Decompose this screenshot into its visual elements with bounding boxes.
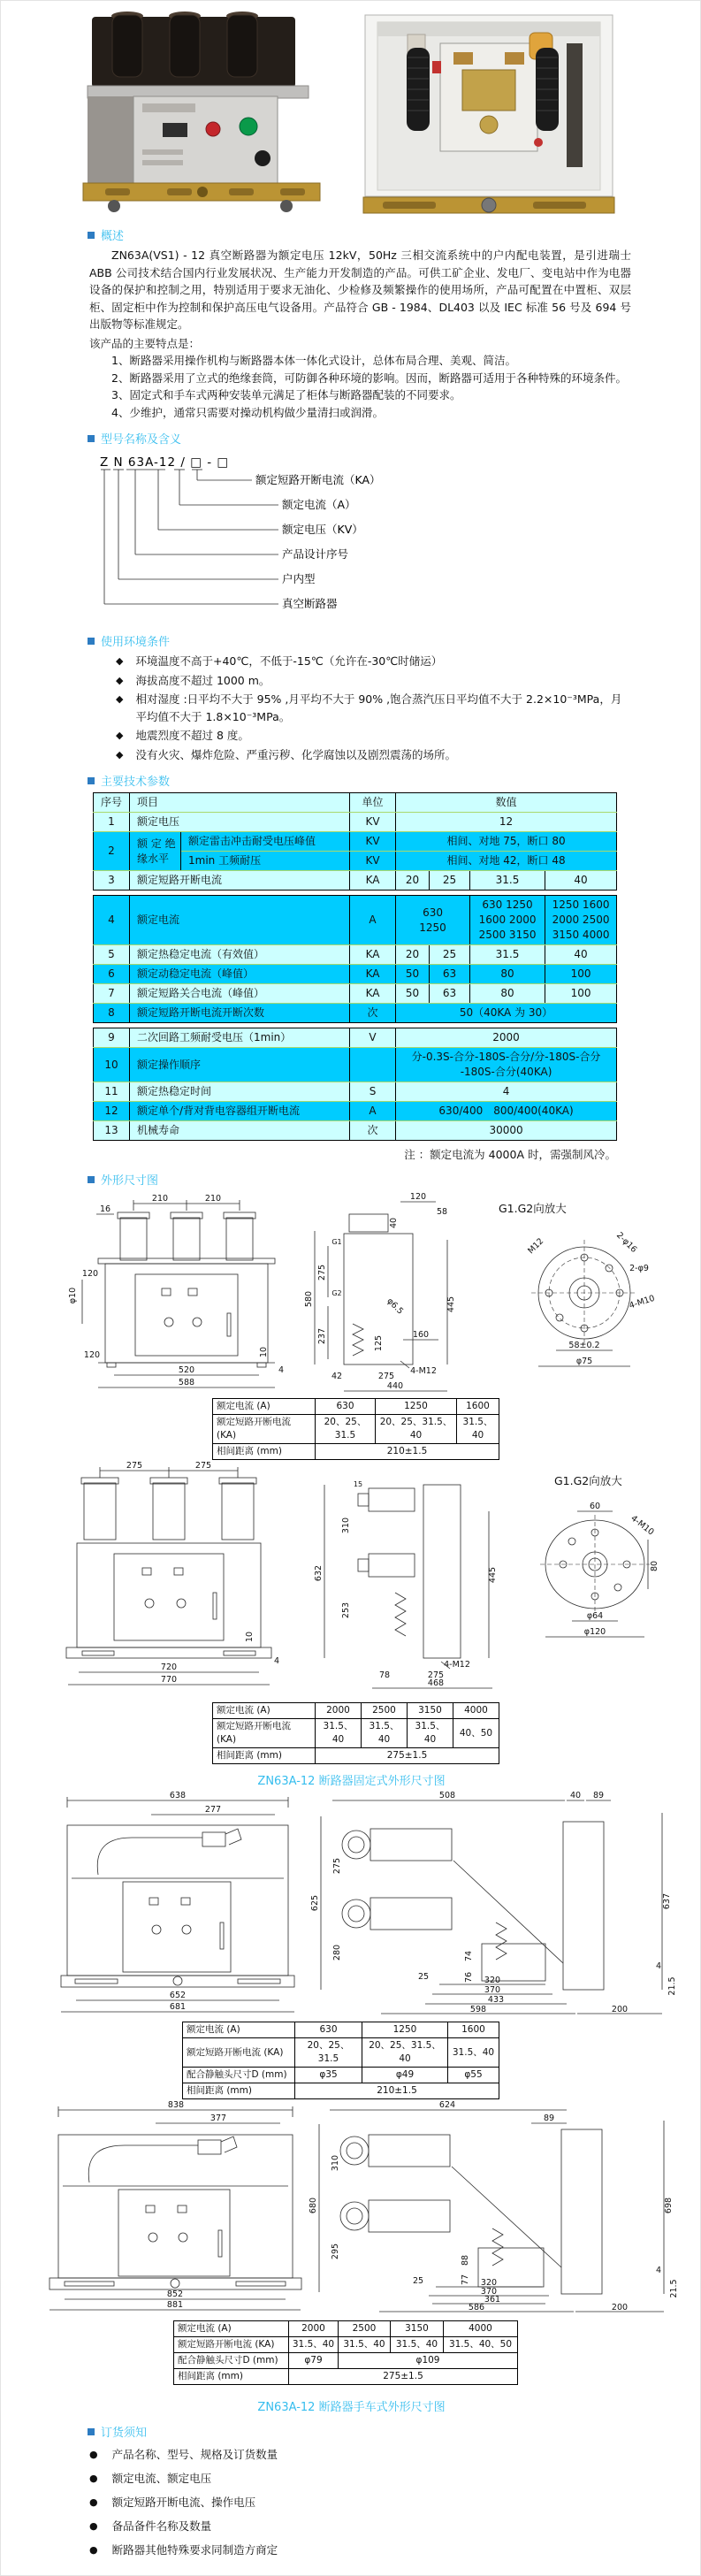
table-row: 5 额定热稳定电流（有效值） KA 20 25 31.5 40	[94, 945, 617, 965]
env-item	[116, 727, 631, 745]
section-title: 订货须知	[101, 2427, 148, 2440]
dot-bullet-icon: ●	[89, 2473, 98, 2484]
square-bullet-icon	[88, 638, 95, 645]
diamond-bullet-icon: ◆	[116, 693, 124, 705]
svg-text:508: 508	[438, 1791, 456, 1800]
dot-bullet-icon: ●	[89, 2520, 98, 2532]
model-code: Z N 63A-12 / □ - □	[100, 455, 230, 470]
svg-text:21.5: 21.5	[667, 1976, 677, 1996]
svg-text:280: 280	[332, 1944, 342, 1961]
svg-text:638: 638	[169, 1791, 187, 1800]
svg-text:586: 586	[468, 2303, 485, 2312]
section-parameters	[88, 772, 701, 789]
ordering-text: 备品备件名称及数量	[111, 2519, 212, 2533]
svg-text:770: 770	[160, 1675, 178, 1685]
env-item	[116, 746, 631, 764]
env-item	[116, 653, 631, 670]
svg-text:60: 60	[589, 1502, 601, 1511]
svg-text:25: 25	[417, 1972, 430, 1982]
svg-text:237: 237	[317, 1327, 327, 1345]
svg-text:624: 624	[438, 2100, 456, 2110]
svg-text:4-M10: 4-M10	[629, 1513, 656, 1538]
svg-text:881: 881	[166, 2300, 184, 2310]
svg-text:φ75: φ75	[575, 1357, 593, 1366]
col-header: 数值	[396, 793, 617, 813]
photo-breaker-rear	[363, 15, 614, 213]
svg-text:210: 210	[151, 1194, 169, 1204]
col-header: 单位	[350, 793, 396, 813]
detail-view-title: G1.G2向放大	[499, 1202, 567, 1215]
table-row: 4 额定电流 A 630 1250 630 1250 1600 2000 2500 3150 1250 1600 2000 2500 3150 4000	[94, 896, 617, 945]
drawing-fixed-large	[1, 1460, 701, 1699]
ordering-text: 额定短路开断电流、操作电压	[111, 2496, 256, 2509]
product-photos	[1, 1, 701, 218]
svg-text:58: 58	[436, 1207, 448, 1217]
env-text: 环境温度不高于+40℃，不低于-15℃（允许在-30℃时储运）	[135, 654, 443, 668]
model-label: 产品设计序号	[282, 547, 349, 561]
ordering-text: 断路器其他特殊要求同制造方商定	[111, 2543, 278, 2557]
svg-text:320: 320	[480, 2278, 498, 2288]
dim-table-2: 额定电流 (A) 2000 2500 3150 4000 额定短路开断电流 (KA) 31.5、40 31.5、40 31.5、40 40、50 相间距离 (mm) 275±1.5	[212, 1702, 499, 1764]
table-row: 13 机械寿命 次 30000	[94, 1121, 617, 1141]
dim-table-3: 额定电流 (A) 630 1250 1600 额定短路开断电流 (KA) 20、25、31.5 20、25、31.5、40 31.5、40 配合静触头尺寸D (mm) φ35 φ49 φ55 相间距离 (mm) 210±1.5	[182, 2022, 499, 2099]
diamond-bullet-icon: ◆	[116, 655, 124, 667]
table-row: 7 额定短路关合电流（峰值） KA 50 63 80 100	[94, 984, 617, 1004]
photo-breaker-front	[83, 11, 320, 212]
square-bullet-icon	[88, 2428, 95, 2435]
parameters-table-part1	[93, 792, 617, 891]
svg-text:680: 680	[309, 2197, 318, 2214]
svg-text:852: 852	[166, 2289, 184, 2299]
diamond-bullet-icon: ◆	[116, 748, 124, 761]
svg-text:4-M12: 4-M12	[444, 1660, 470, 1670]
model-label: 额定电压（KV）	[282, 523, 363, 536]
caption-fixed-type: ZN63A-12 断路器固定式外形尺寸图	[257, 1775, 446, 1788]
table-row: 6 额定动稳定电流（峰值） KA 50 63 80 100	[94, 965, 617, 984]
diamond-bullet-icon: ◆	[116, 674, 124, 686]
model-label: 额定短路开断电流（KA）	[255, 473, 381, 486]
section-title: 主要技术参数	[101, 776, 171, 789]
ordering-text: 产品名称、型号、规格及订货数量	[111, 2448, 278, 2461]
square-bullet-icon	[88, 1176, 95, 1183]
svg-text:M12: M12	[526, 1236, 546, 1257]
table-row: 2 额 定 绝 缘水平 额定雷击冲击耐受电压峰值 KV 相间、对地 75，断口 80	[94, 832, 617, 852]
col-header: 项目	[130, 793, 350, 813]
svg-text:4: 4	[655, 2266, 662, 2275]
table-row: 9 二次回路工频耐受电压（1min） V 2000	[94, 1028, 617, 1048]
svg-text:320: 320	[484, 1976, 501, 1985]
svg-text:275: 275	[427, 1670, 445, 1680]
table-row: 8 额定短路开断电流开断次数 次 50（40KA 为 30）	[94, 1004, 617, 1023]
svg-text:637: 637	[662, 1892, 672, 1910]
svg-text:74: 74	[464, 1950, 474, 1962]
svg-text:40: 40	[569, 1791, 582, 1800]
svg-text:433: 433	[487, 1995, 505, 2005]
svg-text:10: 10	[259, 1346, 269, 1358]
svg-text:275: 275	[126, 1461, 143, 1471]
model-label: 额定电流（A）	[282, 498, 356, 511]
square-bullet-icon	[88, 777, 95, 784]
svg-text:120: 120	[83, 1350, 101, 1360]
feature-item: 2、断路器采用了立式的绝缘套筒，可防御各种环境的影响。因而，断路器可适用于各种特殊的环境条件。	[111, 371, 627, 385]
model-labels	[255, 473, 381, 610]
svg-text:φ64: φ64	[586, 1611, 604, 1621]
dot-bullet-icon: ●	[89, 2544, 98, 2556]
parameters-table-part3	[93, 1028, 617, 1141]
table-row	[94, 793, 617, 813]
svg-text:58±0.2: 58±0.2	[568, 1341, 600, 1350]
svg-text:598: 598	[469, 2005, 487, 2014]
env-text: 海拔高度不超过 1000 m。	[135, 673, 270, 687]
section-environment	[88, 632, 701, 649]
dot-bullet-icon: ●	[89, 2449, 98, 2460]
svg-text:φ10: φ10	[68, 1287, 78, 1304]
svg-text:275: 275	[317, 1264, 327, 1281]
square-bullet-icon	[88, 435, 95, 442]
svg-text:4-M10: 4-M10	[628, 1293, 657, 1311]
svg-text:632: 632	[314, 1564, 324, 1582]
svg-text:40: 40	[389, 1217, 399, 1229]
ordering-item	[89, 2518, 631, 2535]
dim-table-4: 额定电流 (A) 2000 2500 3150 4000 额定短路开断电流 (KA) 31.5、40 31.5、40 31.5、40 31.5、40、50 配合静触头尺寸D (mm) φ79 φ109 相间距离 (mm) 275±1.5	[173, 2320, 518, 2385]
section-title: 使用环境条件	[101, 636, 171, 649]
svg-text:76: 76	[464, 1971, 474, 1984]
section-title: 概述	[101, 230, 125, 243]
svg-text:468: 468	[427, 1678, 445, 1688]
table-row: 10 额定操作顺序 分-0.3S-合分-180S-合分/分-180S-合分 -180S-合分(40KA)	[94, 1048, 617, 1082]
section-ordering	[88, 2423, 701, 2440]
svg-text:520: 520	[178, 1365, 195, 1375]
model-label: 户内型	[282, 572, 316, 585]
svg-text:275: 275	[194, 1461, 212, 1471]
svg-text:652: 652	[169, 1991, 187, 2000]
section-title: 外形尺寸图	[101, 1174, 159, 1188]
svg-text:4-M12: 4-M12	[410, 1366, 437, 1376]
feature-item: 4、少维护，通常只需要对操动机构做少量清扫或润滑。	[111, 405, 384, 419]
svg-text:φ120: φ120	[583, 1627, 606, 1637]
features-title: 该产品的主要特点是：	[89, 336, 201, 350]
svg-text:78: 78	[378, 1670, 391, 1680]
svg-text:42: 42	[331, 1372, 343, 1381]
document-page	[1, 1, 701, 2575]
svg-text:200: 200	[611, 2303, 629, 2312]
table-row: 3 额定短路开断电流 KA 20 25 31.5 40	[94, 871, 617, 891]
svg-text:φ6.5: φ6.5	[385, 1296, 406, 1317]
svg-text:80: 80	[650, 1560, 659, 1572]
section-title: 型号名称及含义	[101, 433, 182, 447]
svg-text:310: 310	[331, 2154, 340, 2172]
svg-text:G1: G1	[331, 1238, 342, 1246]
svg-text:838: 838	[167, 2100, 185, 2110]
section-dimensions	[88, 1171, 701, 1188]
env-text: 没有火灾、爆炸危险、严重污秽、化学腐蚀以及剧烈震荡的场所。	[135, 747, 456, 761]
diamond-bullet-icon: ◆	[116, 730, 124, 741]
drawing-handcart-large	[1, 2099, 701, 2315]
overview-intro: ZN63A(VS1) - 12 真空断路器为额定电压 12kV，50Hz 三相交流系统中的户内配电装置，是引进瑞士 ABB 公司技术结合国内行业发展状况、生产能力开发制造的产品。可供工矿企业、发电厂、变电站中作为电器设备的保护和控制之用，特别适用于要求无油化、少检修及频繁操作的使用场所，产品可配置在中置柜、双层柜、固定柜中作为控制和保护高压电气设备用。产品符合 GB - 1984、DL403 以及 IEC 标准 56 号及 694 号出版物等标准规定。	[89, 248, 631, 331]
feature-item: 1、断路器采用操作机构与断路器本体一体化式设计，总体布局合理、美观、简洁。	[111, 354, 516, 367]
svg-text:120: 120	[409, 1192, 427, 1202]
table-row: 1 额定电压 KV 12	[94, 813, 617, 832]
ordering-text: 额定电流、额定电压	[111, 2472, 212, 2485]
svg-text:681: 681	[169, 2002, 187, 2012]
svg-text:2-φ16: 2-φ16	[614, 1230, 639, 1255]
table-row: 11 额定热稳定时间 S 4	[94, 1082, 617, 1102]
svg-text:2-φ9: 2-φ9	[629, 1264, 649, 1273]
svg-text:625: 625	[310, 1894, 320, 1912]
dim-table-1: 额定电流 (A) 630 1250 1600 额定短路开断电流 (KA) 20、25、31.5 20、25、31.5、40 31.5、40 相间距离 (mm) 210±1.5	[212, 1398, 499, 1460]
svg-text:275: 275	[377, 1372, 395, 1381]
svg-text:4: 4	[278, 1365, 285, 1375]
svg-text:370: 370	[480, 2287, 498, 2297]
env-text: 相对湿度 :日平均不大于 95% ,月平均不大于 90% ,饱合蒸汽压日平均值不大于 2.2×10⁻³MPa，月平均值不大于 1.8×10⁻³MPa。	[135, 692, 622, 723]
model-label: 真空断路器	[282, 597, 338, 610]
svg-text:253: 253	[341, 1601, 351, 1619]
dot-bullet-icon: ●	[89, 2496, 98, 2508]
svg-text:25: 25	[412, 2276, 424, 2286]
detail-view-title: G1.G2向放大	[554, 1474, 622, 1487]
table-row: 1min 工频耐压 KV 相间、对地 42，断口 48	[94, 852, 617, 871]
svg-text:120: 120	[81, 1269, 99, 1279]
svg-text:10: 10	[245, 1631, 255, 1643]
svg-text:277: 277	[204, 1805, 222, 1815]
svg-text:310: 310	[341, 1517, 351, 1534]
model-designation-diagram	[1, 450, 701, 623]
svg-text:588: 588	[178, 1378, 195, 1387]
svg-text:89: 89	[592, 1791, 605, 1800]
svg-text:G2: G2	[331, 1289, 342, 1297]
parameters-note: 注 ：额定电流为 4000A 时，需强制风冷。	[404, 1148, 616, 1161]
ordering-item	[89, 2446, 631, 2464]
col-header: 序号	[94, 793, 130, 813]
svg-text:15: 15	[353, 1480, 363, 1488]
svg-text:445: 445	[488, 1566, 498, 1584]
svg-text:698: 698	[664, 2197, 674, 2214]
svg-text:125: 125	[374, 1334, 384, 1352]
square-bullet-icon	[88, 232, 95, 239]
svg-text:4: 4	[655, 1961, 662, 1971]
ordering-item	[89, 2470, 631, 2488]
svg-text:275: 275	[332, 1857, 342, 1875]
svg-text:77: 77	[461, 2274, 470, 2286]
svg-text:720: 720	[160, 1663, 178, 1672]
ordering-item	[89, 2542, 631, 2559]
drawing-handcart-small	[1, 1790, 701, 2016]
feature-item: 3、固定式和手车式两种安装单元满足了柜体与断路器配装的不同要求。	[111, 388, 461, 401]
table-row: 12 额定单个/背对背电容器组开断电流 A 630/400 800/400(40KA)	[94, 1102, 617, 1121]
svg-text:160: 160	[412, 1330, 430, 1340]
section-model	[88, 430, 701, 447]
ordering-item	[89, 2494, 631, 2511]
svg-text:210: 210	[204, 1194, 222, 1204]
env-item	[116, 691, 631, 725]
svg-text:89: 89	[543, 2114, 555, 2123]
env-item	[116, 672, 631, 690]
svg-text:377: 377	[210, 2114, 227, 2123]
svg-text:361: 361	[484, 2295, 501, 2305]
svg-text:88: 88	[461, 2254, 470, 2266]
section-overview	[88, 226, 701, 243]
svg-text:16: 16	[99, 1204, 111, 1214]
svg-text:440: 440	[386, 1381, 404, 1391]
parameters-table-part2	[93, 895, 617, 1023]
svg-text:295: 295	[331, 2243, 340, 2260]
svg-text:21.5: 21.5	[669, 2279, 679, 2298]
drawing-fixed-small	[1, 1191, 701, 1395]
svg-text:200: 200	[611, 2005, 629, 2014]
svg-text:4: 4	[273, 1656, 280, 1666]
env-text: 地震烈度不超过 8 度。	[135, 729, 249, 742]
svg-text:580: 580	[304, 1290, 314, 1308]
svg-text:445: 445	[446, 1296, 456, 1313]
svg-text:370: 370	[484, 1985, 501, 1995]
caption-handcart-type: ZN63A-12 断路器手车式外形尺寸图	[257, 2401, 446, 2414]
